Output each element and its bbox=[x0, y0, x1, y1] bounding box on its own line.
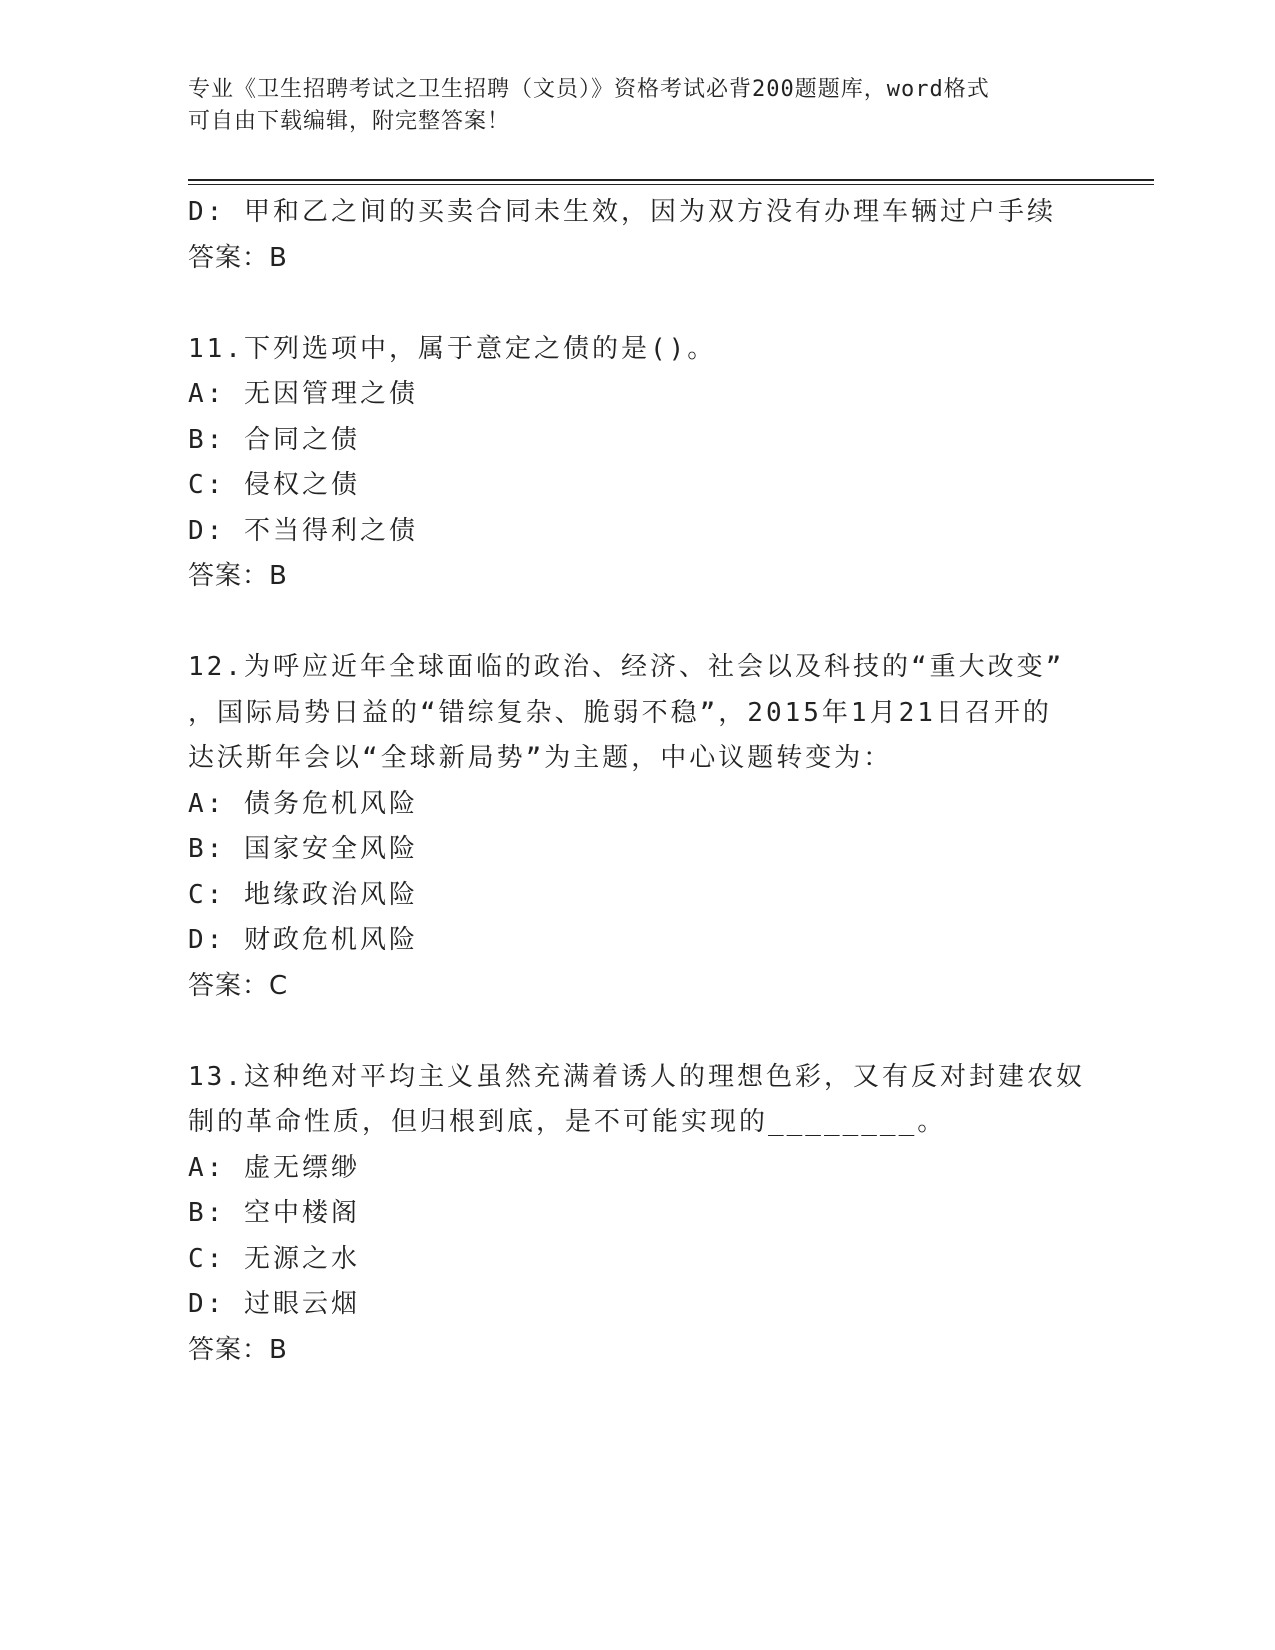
option-a: A: 债务危机风险 bbox=[188, 788, 418, 819]
question-block-11 bbox=[188, 327, 1108, 600]
spacer bbox=[188, 1009, 1108, 1055]
header-divider-thin bbox=[188, 184, 1154, 185]
question-block-prev bbox=[188, 190, 1108, 281]
spacer bbox=[188, 600, 1108, 646]
option-d: D: 甲和乙之间的买卖合同未生效，因为双方没有办理车辆过户手续 bbox=[188, 197, 1056, 227]
answer-line: 答案：B bbox=[188, 561, 288, 591]
page-header bbox=[188, 74, 1068, 138]
question-stem: 12.为呼应近年全球面临的政治、经济、社会以及科技的“重大改变” bbox=[188, 652, 1065, 682]
option-b: B: 空中楼阁 bbox=[188, 1198, 360, 1228]
question-block-12 bbox=[188, 645, 1108, 1009]
option-c: C: 无源之水 bbox=[188, 1243, 360, 1274]
option-c: C: 地缘政治风险 bbox=[188, 879, 418, 910]
header-divider-thick bbox=[188, 179, 1154, 181]
option-a: A: 虚无缥缈 bbox=[188, 1152, 360, 1183]
option-a: A: 无因管理之债 bbox=[188, 379, 418, 409]
question-stem: ，国际局势日益的“错综复杂、脆弱不稳”，2015年1月21日召开的 bbox=[188, 697, 1052, 728]
question-block-13 bbox=[188, 1055, 1108, 1374]
question-stem: 达沃斯年会以“全球新局势”为主题，中心议题转变为： bbox=[188, 743, 893, 773]
question-stem: 制的革命性质，但归根到底，是不可能实现的________。 bbox=[188, 1107, 947, 1137]
spacer bbox=[188, 281, 1108, 327]
header-title-line-1: 专业《卫生招聘考试之卫生招聘（文员）》资格考试必背200题题库，word格式 bbox=[188, 77, 990, 102]
question-stem: 11.下列选项中，属于意定之债的是()。 bbox=[188, 333, 717, 364]
option-d: D: 不当得利之债 bbox=[188, 515, 418, 546]
header-title-line-2: 可自由下载编辑，附完整答案！ bbox=[188, 109, 511, 134]
answer-line: 答案：C bbox=[188, 970, 289, 1001]
answer-line: 答案：B bbox=[188, 1334, 288, 1365]
question-stem: 13.这种绝对平均主义虽然充满着诱人的理想色彩，又有反对封建农奴 bbox=[188, 1061, 1085, 1092]
answer-line: 答案：B bbox=[188, 242, 288, 273]
question-list bbox=[188, 190, 1108, 1373]
option-c: C: 侵权之债 bbox=[188, 470, 360, 500]
option-b: B: 合同之债 bbox=[188, 424, 360, 455]
option-d: D: 财政危机风险 bbox=[188, 925, 418, 955]
option-b: B: 国家安全风险 bbox=[188, 834, 418, 864]
option-d: D: 过眼云烟 bbox=[188, 1289, 360, 1319]
